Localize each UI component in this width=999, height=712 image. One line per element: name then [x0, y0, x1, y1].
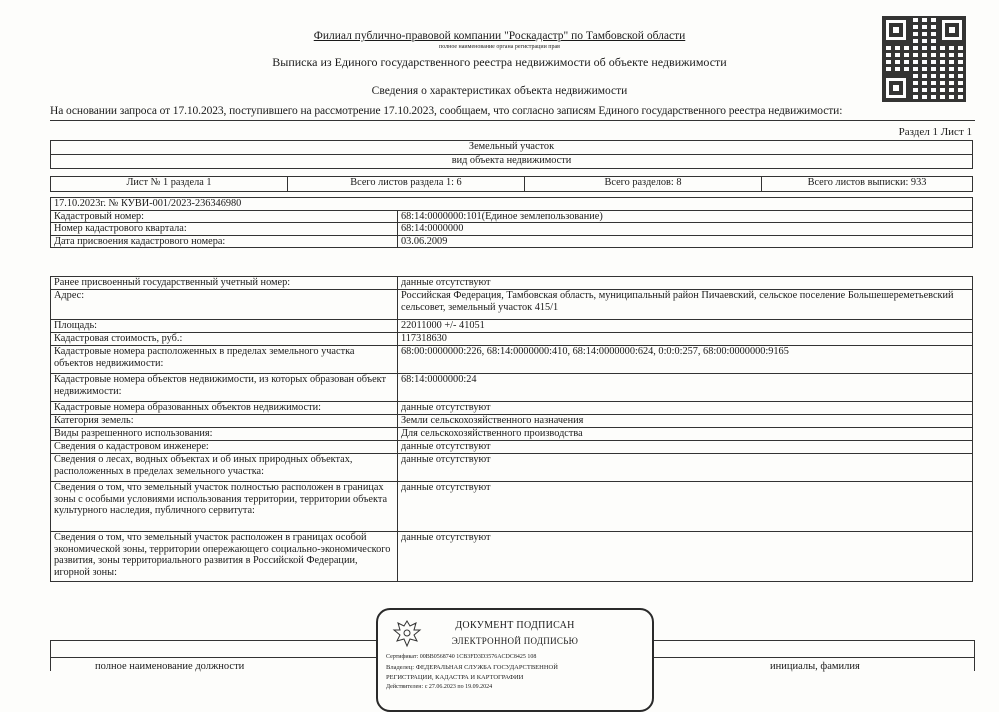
- stamp-validity: Действителен: с 27.06.2023 по 19.09.2024: [386, 684, 493, 690]
- table-row: [51, 415, 973, 428]
- row-value: 117318630: [398, 333, 973, 346]
- section-subtitle: Сведения о характеристиках объекта недвижимости: [371, 85, 628, 97]
- row-label: Кадастровые номера расположенных в пределах земельного участка объектов недвижимости:: [51, 346, 398, 374]
- section-count: Всего разделов: 8: [525, 177, 762, 192]
- table-row: [51, 428, 973, 441]
- row-label: Площадь:: [51, 320, 398, 333]
- object-type: Земельный участок: [51, 141, 973, 155]
- section-reference: Раздел 1 Лист 1: [898, 126, 972, 138]
- row-value: Для сельскохозяйственного производства: [398, 428, 973, 441]
- row-value: 68:14:0000000:101(Единое землепользование): [398, 210, 973, 223]
- table-row: [51, 210, 973, 223]
- row-label: Дата присвоения кадастрового номера:: [51, 235, 398, 248]
- table-row: [51, 532, 973, 582]
- object-details-table: [50, 276, 973, 582]
- table-row: [51, 402, 973, 415]
- table-row: [51, 454, 973, 482]
- row-value: 68:14:0000000: [398, 223, 973, 236]
- row-value: данные отсутствуют: [398, 441, 973, 454]
- divider: [50, 120, 975, 121]
- object-type-caption: вид объекта недвижимости: [51, 155, 973, 169]
- table-row: [51, 441, 973, 454]
- table-row: [51, 290, 973, 320]
- position-caption: полное наименование должности: [95, 661, 245, 672]
- table-row: [51, 333, 973, 346]
- row-label: Виды разрешенного использования:: [51, 428, 398, 441]
- row-value: 68:14:0000000:24: [398, 374, 973, 402]
- request-basis-text: На основании запроса от 17.10.2023, поступившего на рассмотрение 17.10.2023, сообщаем, что согласно записям Единого государственного реестра недвижимости:: [50, 105, 843, 117]
- row-value: Российская Федерация, Тамбовская область, муниципальный район Пичаевский, сельское поселение Большешереметьевский сельсовет, земельный участок 415/1: [398, 290, 973, 320]
- row-label: Категория земель:: [51, 415, 398, 428]
- object-type-table: [50, 140, 973, 169]
- row-value: 03.06.2009: [398, 235, 973, 248]
- row-value: Земли сельскохозяйственного назначения: [398, 415, 973, 428]
- row-value: данные отсутствуют: [398, 402, 973, 415]
- row-label: Кадастровые номера образованных объектов недвижимости:: [51, 402, 398, 415]
- table-row: [51, 235, 973, 248]
- row-label: Сведения о том, что земельный участок расположен в границах особой экономической зоны, территории опережающего социально-экономического развития, зоны территориального развития в Российской Федерации, игорной зоны:: [51, 532, 398, 582]
- sheet-number: Лист № 1 раздела 1: [51, 177, 288, 192]
- row-label: Сведения о кадастровом инженере:: [51, 441, 398, 454]
- electronic-signature-stamp: [376, 608, 654, 712]
- row-value: данные отсутствуют: [398, 277, 973, 290]
- table-row: [51, 320, 973, 333]
- row-label: Адрес:: [51, 290, 398, 320]
- org-name: Филиал публично-правовой компании "Роскадастр" по Тамбовской области: [313, 30, 686, 42]
- row-label: Сведения о том, что земельный участок полностью расположен в границах зоны с особыми условиями использования территории, территории объекта культурного наследия, публичного сервитута:: [51, 482, 398, 532]
- row-label: Кадастровая стоимость, руб.:: [51, 333, 398, 346]
- name-caption: инициалы, фамилия: [770, 661, 860, 672]
- extract-date-number: 17.10.2023г. № КУВИ-001/2023-236346980: [51, 198, 973, 211]
- stamp-subtitle: ЭЛЕКТРОННОЙ ПОДПИСЬЮ: [451, 636, 579, 646]
- extract-sheet-count: Всего листов выписки: 933: [762, 177, 973, 192]
- table-row: [51, 374, 973, 402]
- cadastral-identifiers-table: [50, 197, 973, 248]
- stamp-title: ДОКУМЕНТ ПОДПИСАН: [455, 620, 575, 631]
- row-label: Номер кадастрового квартала:: [51, 223, 398, 236]
- table-row: [51, 346, 973, 374]
- sheet-info-table: [50, 176, 973, 192]
- row-label: Сведения о лесах, водных объектах и об иных природных объектах, расположенных в пределах земельного участка:: [51, 454, 398, 482]
- document-title: Выписка из Единого государственного реестра недвижимости об объекте недвижимости: [272, 55, 727, 69]
- row-value: данные отсутствуют: [398, 454, 973, 482]
- row-value: данные отсутствуют: [398, 482, 973, 532]
- table-row: [51, 223, 973, 236]
- table-row: [51, 482, 973, 532]
- row-label: Ранее присвоенный государственный учетный номер:: [51, 277, 398, 290]
- stamp-owner-line2: РЕГИСТРАЦИИ, КАДАСТРА И КАРТОГРАФИИ: [386, 674, 524, 681]
- stamp-owner-line1: Владелец: ФЕДЕРАЛЬНАЯ СЛУЖБА ГОСУДАРСТВЕННОЙ: [386, 664, 558, 671]
- row-label: Кадастровые номера объектов недвижимости, из которых образован объект недвижимости:: [51, 374, 398, 402]
- section-sheet-count: Всего листов раздела 1: 6: [288, 177, 525, 192]
- row-label: Кадастровый номер:: [51, 210, 398, 223]
- org-caption: полное наименование органа регистрации прав: [438, 44, 561, 50]
- row-value: данные отсутствуют: [398, 532, 973, 582]
- stamp-certificate: Сертификат: 00BB0568740 1CB3FD3D3576ACDC8425 108: [386, 654, 537, 660]
- table-row: [51, 277, 973, 290]
- row-value: 22011000 +/- 41051: [398, 320, 973, 333]
- row-value: 68:00:0000000:226, 68:14:0000000:410, 68:14:0000000:624, 0:0:0:257, 68:00:0000000:9165: [398, 346, 973, 374]
